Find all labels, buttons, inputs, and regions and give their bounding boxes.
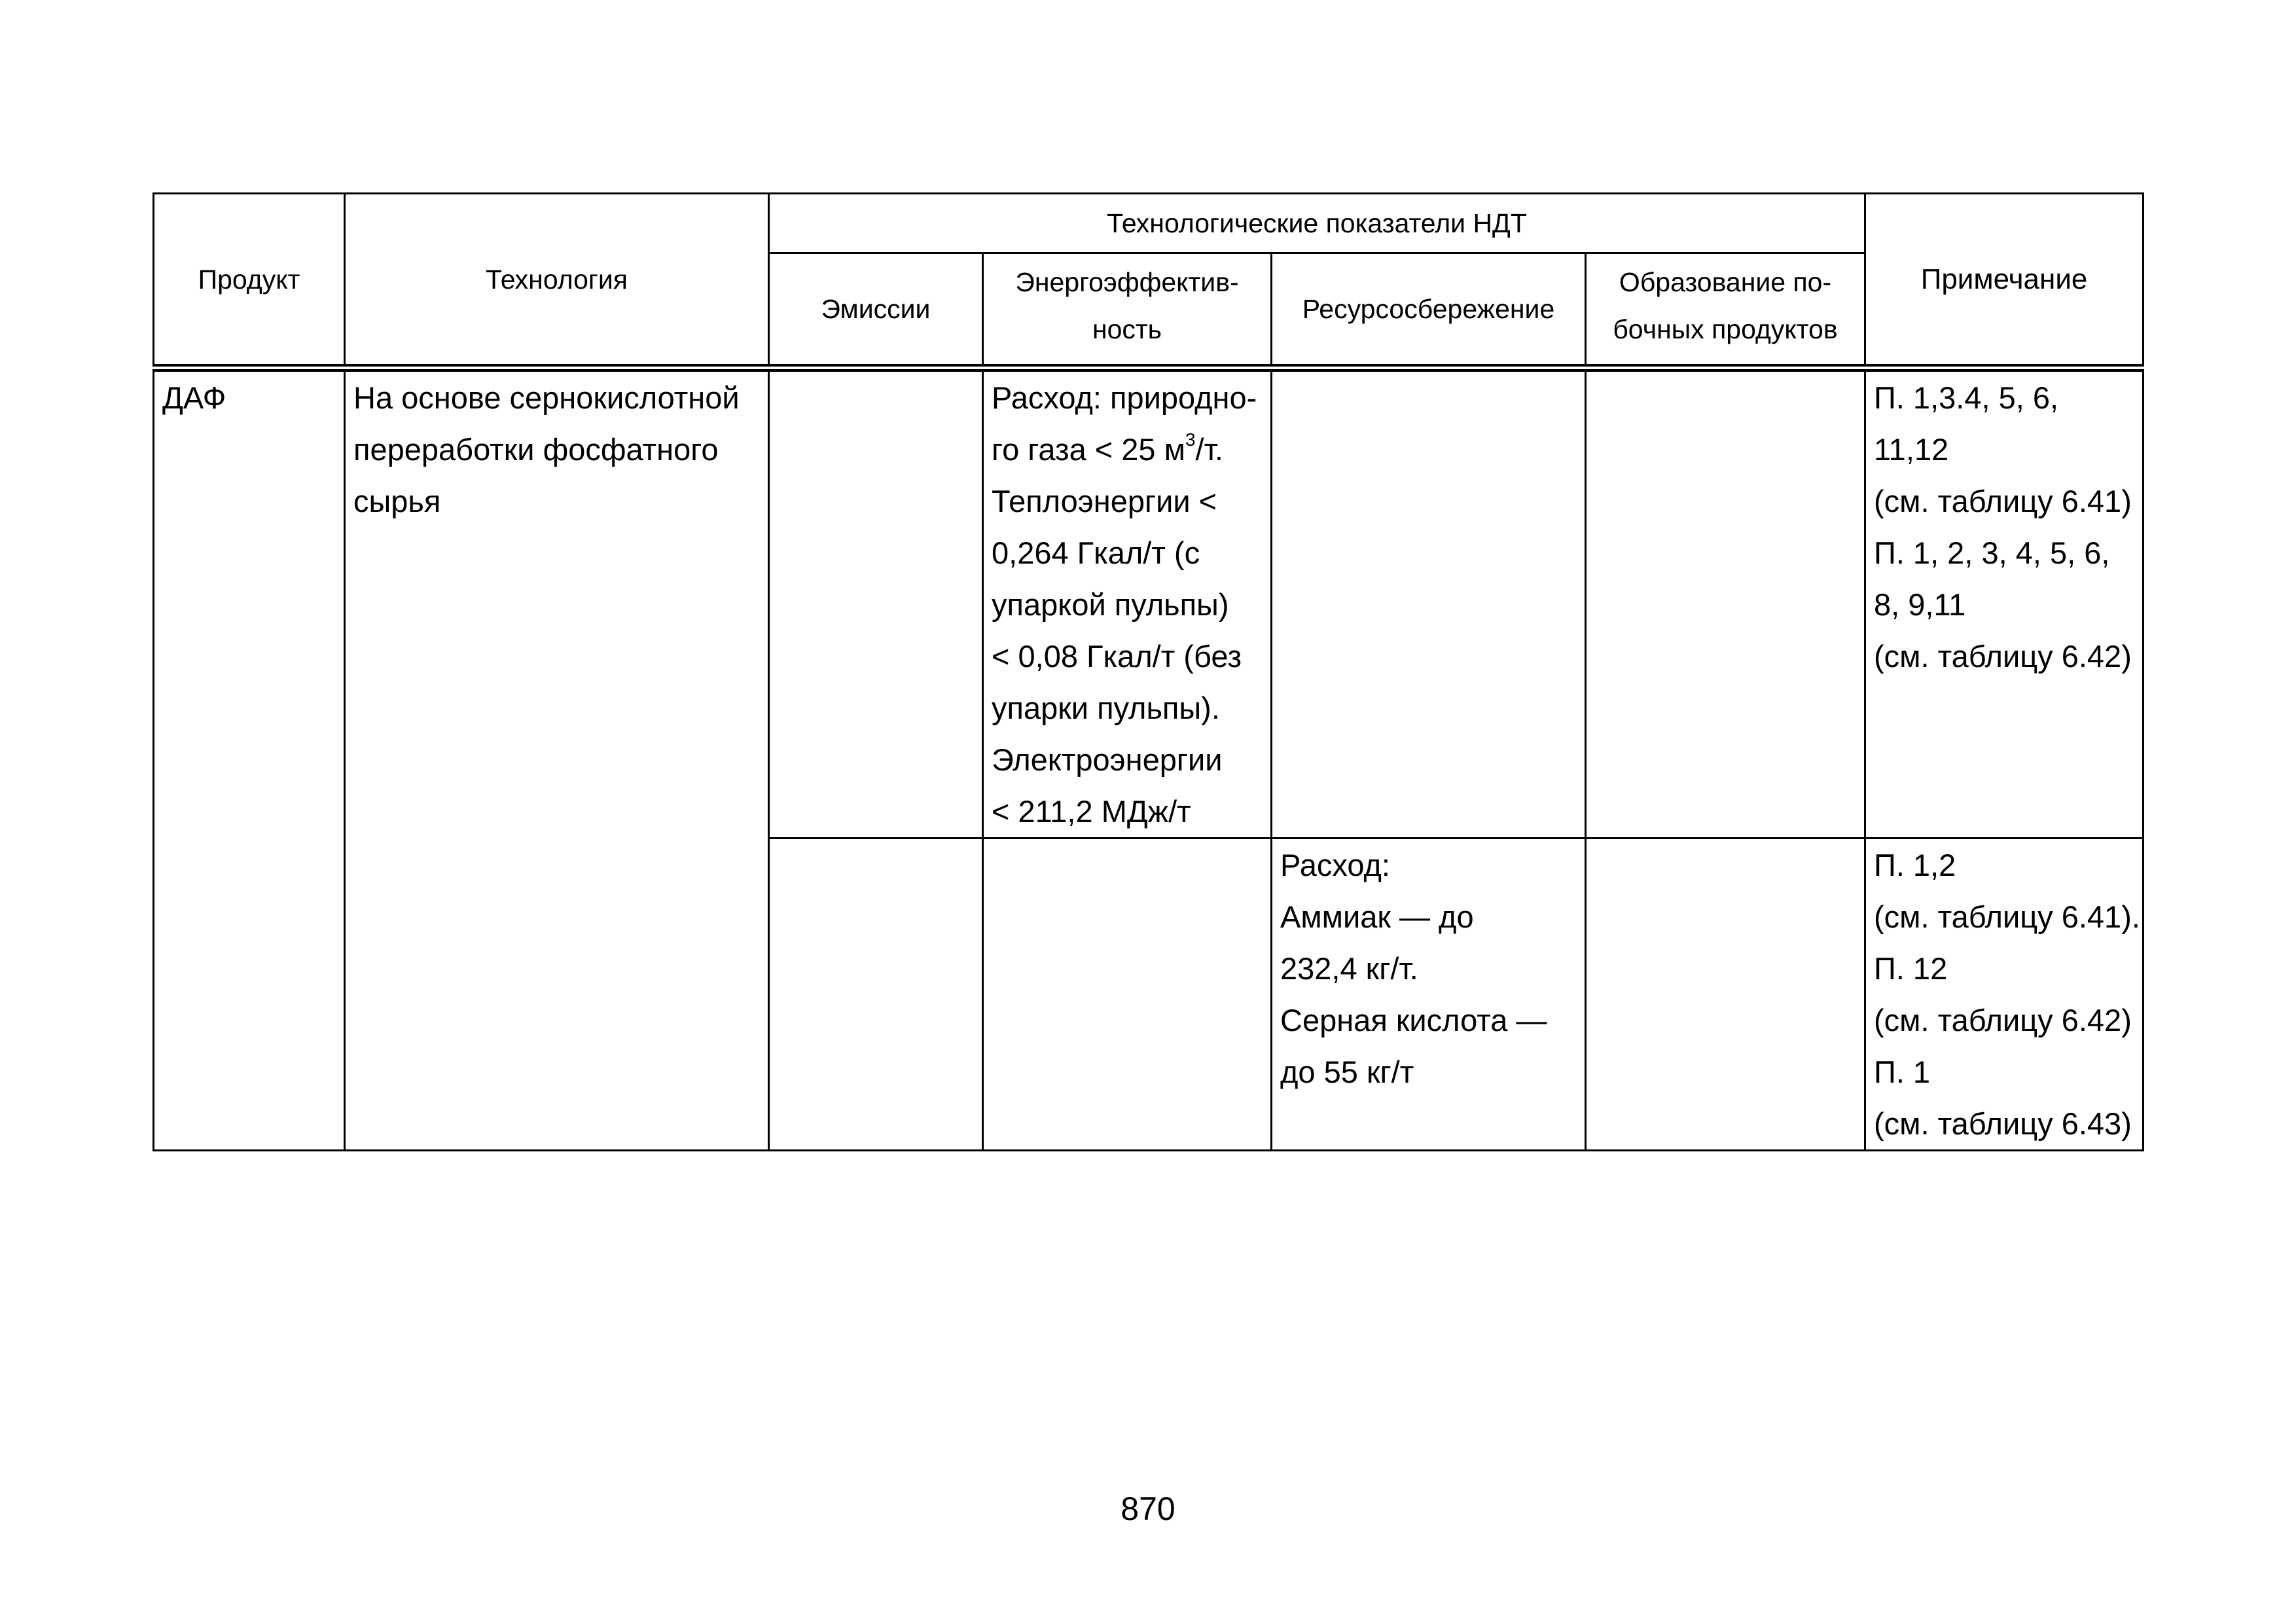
header-resource-saving [1272, 253, 1586, 369]
note-line: 11,12 [1874, 432, 1949, 467]
energy-line: упарки пульпы). [992, 691, 1220, 725]
page-number: 870 [1121, 1490, 1175, 1527]
cell-energy-efficiency [983, 368, 1272, 839]
cell-note [1865, 368, 2144, 839]
energy-line: < 0,08 Гкал/т (без [992, 639, 1242, 674]
resource-line: 232,4 кг/т. [1280, 951, 1418, 986]
note-line: П. 1 [1874, 1055, 1931, 1089]
cell-byproducts [1586, 839, 1865, 1151]
resource-line: до 55 кг/т [1280, 1055, 1414, 1089]
note-line: (см. таблицу 6.41) [1874, 484, 2132, 518]
cell-emissions [769, 839, 983, 1151]
note-line: (см. таблицу 6.42) [1874, 1003, 2132, 1038]
header-indicators-group-label: Технологические показатели НДТ [1107, 208, 1527, 238]
table-row [154, 368, 2144, 839]
energy-line: 0,264 Гкал/т (с [992, 535, 1200, 570]
technology-line: переработки фосфатного [353, 432, 719, 467]
header-emissions [769, 253, 983, 369]
note-line: (см. таблицу 6.41). [1874, 899, 2140, 934]
header-product [154, 194, 345, 369]
energy-line: Теплоэнергии < [992, 484, 1217, 518]
header-technology-label: Технология [486, 264, 628, 295]
note-line: П. 1, 2, 3, 4, 5, 6, [1874, 535, 2110, 570]
resource-line: Серная кислота — [1280, 1003, 1547, 1038]
note-line: 8, 9,11 [1874, 587, 1966, 622]
header-note [1865, 194, 2144, 369]
header-byproducts-line: бочных продуктов [1613, 314, 1838, 344]
energy-line: < 211,2 МДж/т [992, 794, 1191, 829]
cell-note [1865, 839, 2144, 1151]
energy-gas-unit: /т. [1195, 432, 1223, 467]
cell-energy-efficiency [983, 839, 1272, 1151]
energy-gas-superscript: 3 [1185, 429, 1196, 450]
technology-line: сырья [353, 484, 441, 518]
resource-line: Аммиак — до [1280, 899, 1474, 934]
header-byproducts [1586, 253, 1865, 369]
note-line: (см. таблицу 6.42) [1874, 639, 2132, 674]
header-energy-efficiency-line: ность [1092, 314, 1162, 344]
cell-byproducts [1586, 368, 1865, 839]
energy-line: Электроэнергии [992, 742, 1223, 777]
technology-line: На основе сернокислотной [353, 380, 740, 415]
header-energy-efficiency [983, 253, 1272, 369]
header-note-label: Примечание [1920, 262, 2088, 295]
header-emissions-label: Эмиссии [821, 294, 931, 324]
energy-line-gas [992, 424, 1263, 475]
cell-emissions [769, 368, 983, 839]
cell-resource-saving [1272, 368, 1586, 839]
note-line: П. 1,2 [1874, 848, 1956, 882]
header-byproducts-line: Образование по- [1619, 267, 1832, 297]
energy-gas-text: го газа < 25 м [992, 432, 1185, 467]
energy-line: упаркой пульпы) [992, 587, 1229, 622]
header-resource-saving-label: Ресурсосбережение [1302, 294, 1555, 324]
product-value: ДАФ [162, 380, 226, 415]
energy-line: Расход: природно- [992, 380, 1257, 415]
cell-resource-saving [1272, 839, 1586, 1151]
header-technology [345, 194, 769, 369]
header-indicators-group [769, 194, 1865, 253]
header-product-label: Продукт [198, 264, 300, 295]
cell-technology [345, 368, 769, 1151]
ndt-indicators-table [152, 192, 2144, 1151]
resource-line: Расход: [1280, 848, 1390, 882]
note-line: П. 12 [1874, 951, 1948, 986]
note-line: (см. таблицу 6.43) [1874, 1106, 2132, 1141]
note-line: П. 1,3.4, 5, 6, [1874, 380, 2059, 415]
cell-product [154, 368, 345, 1151]
header-energy-efficiency-line: Энергоэффектив- [1015, 267, 1239, 297]
